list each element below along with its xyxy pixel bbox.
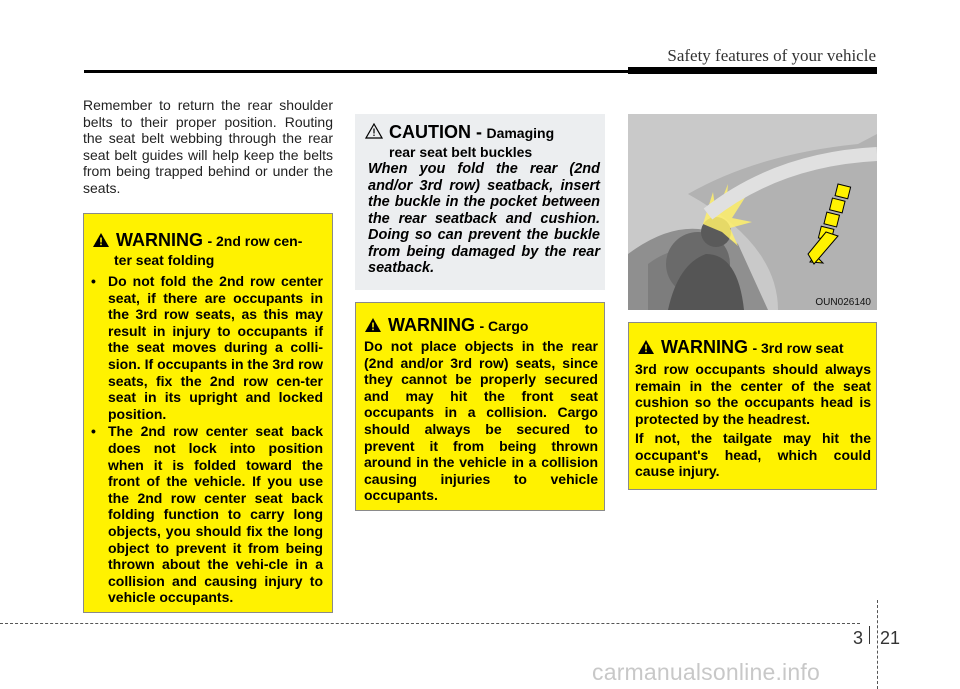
- warning-subtitle: - 2nd row cen-: [207, 233, 303, 249]
- warning-triangle-icon: [637, 339, 655, 355]
- warning-3rd-row-para2: If not, the tailgate may hit the occupant's head, which could cause injury.: [635, 430, 871, 480]
- warning-word: WARNING: [116, 230, 203, 250]
- warning-2nd-row-box: [83, 213, 333, 613]
- warning-2nd-row-list: [89, 273, 323, 606]
- caution-box: [355, 114, 605, 290]
- warning-triangle-icon: [92, 232, 110, 248]
- intro-paragraph: Remember to return the rear shoulder belts to their proper position. Routing the seat belt webbing through the rear seat belt guides will help keep the belts from being trapped behind or under the seats.: [83, 97, 333, 196]
- warning-word: WARNING: [388, 315, 475, 335]
- warning-cargo-title: [364, 315, 528, 336]
- warning-subtitle-cont: ter seat folding: [114, 252, 215, 268]
- footer-rule: [0, 623, 860, 624]
- warning-3rd-row-title: [637, 337, 843, 358]
- footer-divider: [877, 600, 878, 689]
- watermark: carmanualsonline.info: [592, 659, 820, 685]
- warning-cargo-box: [355, 302, 605, 511]
- figure-caption: OUN026140: [815, 297, 871, 308]
- page-number-separator: [869, 626, 870, 644]
- warning-3rd-row-para1: 3rd row occupants should always remain in the center of the seat cushion so the occupants head is protected by the headrest.: [635, 361, 871, 427]
- seat-headrest-illustration: [628, 114, 877, 310]
- warning-word: WARNING: [661, 337, 748, 357]
- header-rule-accent: [628, 67, 877, 74]
- list-item: • Do not fold the 2nd row center seat, if there are occupants in the 3rd row seats, as this may result in injury to occupants if the seat moves during a colli-sion. If occupants in the 3rd row seats, fix the 2nd row cen-ter seat in its upright and locked position.: [91, 273, 323, 422]
- caution-text: When you fold the rear (2nd and/or 3rd row) seatback, insert the buckle in the pocket between the rear seatback and cushion. Doing so can prevent the buckle from being damaged by the rear seatback.: [368, 161, 600, 276]
- list-item: • The 2nd row center seat back does not lock into position when it is folded toward the front of the vehicle. If you use the 2nd row center seat back folding function to carry long objects, you should fix the long object to prevent it from being thrown about the vehi-cle in a collision and causing injury to vehicle occupants.: [91, 423, 323, 606]
- warning-triangle-icon: [364, 317, 382, 333]
- warning-3rd-row-box: [628, 322, 877, 490]
- warning-2nd-row-title: [92, 230, 302, 268]
- caution-triangle-icon: [365, 123, 383, 139]
- caution-title: [389, 122, 554, 160]
- section-number: 3: [853, 628, 864, 648]
- page-header-title: Safety features of your vehicle: [667, 46, 876, 65]
- caution-subtitle-cont: rear seat belt buckles: [389, 144, 533, 160]
- caution-word: CAUTION -: [389, 122, 482, 142]
- illustration-graphic: [628, 114, 877, 310]
- warning-subtitle: - 3rd row seat: [752, 340, 844, 356]
- warning-cargo-text: Do not place objects in the rear (2nd and/or 3rd row) seats, since they cannot be properly secured and may hit the front seat occupants in a collision. Cargo should always be secured to prevent it from being thrown around in the vehicle in a collision causing injuries to vehicle occupants.: [364, 338, 598, 504]
- page-number: 21: [880, 628, 901, 648]
- warning-subtitle: - Cargo: [479, 318, 529, 334]
- caution-subtitle: Damaging: [486, 125, 555, 141]
